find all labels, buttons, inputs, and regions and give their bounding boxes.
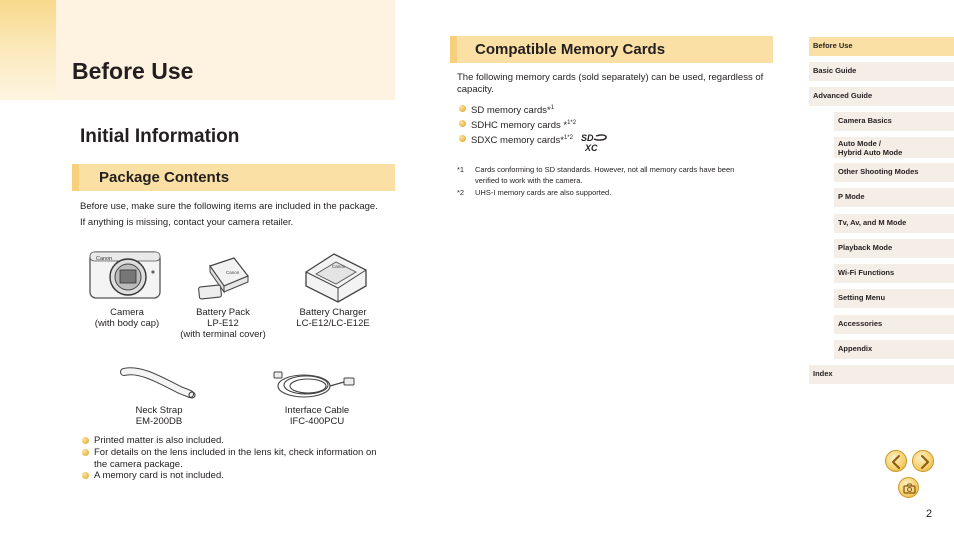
nav-playback-mode[interactable] xyxy=(834,239,954,258)
bullet-icon xyxy=(82,472,89,479)
memory-intro-line2: capacity. xyxy=(457,84,494,95)
memory-card-item xyxy=(471,118,576,132)
home-icon xyxy=(899,478,920,499)
camera-caption xyxy=(72,307,182,329)
home-button[interactable] xyxy=(898,477,919,498)
nav-setting-menu[interactable] xyxy=(834,289,954,308)
nav-item-label: Appendix xyxy=(838,344,873,353)
interface-cable-caption-name: Interface Cable xyxy=(284,405,350,416)
nav-index[interactable] xyxy=(809,365,954,384)
bullet-icon xyxy=(459,135,466,142)
memory-card-footnote-ref: 1 xyxy=(550,105,555,111)
package-contents-heading xyxy=(72,164,395,191)
footnote-text-line: verified to work with the camera. xyxy=(475,176,583,185)
package-intro-line1: Before use, make sure the following items are included in the package. xyxy=(80,201,378,212)
bullet-icon xyxy=(459,105,466,112)
nav-tv-av-m-mode[interactable] xyxy=(834,214,954,233)
nav-item-label: Tv, Av, and M Mode xyxy=(838,218,907,227)
nav-item-label: Before Use xyxy=(813,41,853,50)
memory-card-footnote-ref: 1*2 xyxy=(563,135,573,141)
nav-before-use[interactable] xyxy=(809,37,954,56)
package-note-text: the camera package. xyxy=(94,459,183,470)
sdxc-logo-icon xyxy=(580,133,610,153)
battery-charger-caption-name: Battery Charger xyxy=(299,307,367,318)
memory-card-label: SDHC memory cards * xyxy=(471,120,568,132)
package-contents-heading-text: Package Contents xyxy=(99,169,230,186)
nav-item-label: Wi-Fi Functions xyxy=(838,268,895,277)
memory-card-item xyxy=(471,103,554,117)
page-number: 2 xyxy=(926,508,933,520)
nav-camera-basics[interactable] xyxy=(834,112,954,131)
package-note xyxy=(94,435,224,447)
package-note xyxy=(94,470,224,482)
chevron-right-icon xyxy=(913,451,935,473)
corner-accent xyxy=(0,0,56,100)
camera-caption-detail: (with body cap) xyxy=(94,318,160,329)
section-title: Initial Information xyxy=(80,126,240,147)
battery-charger-caption xyxy=(278,307,388,329)
nav-auto-mode[interactable] xyxy=(834,137,954,158)
bullet-icon xyxy=(82,449,89,456)
sdxc-logo-bottom-text: XC xyxy=(585,143,598,153)
nav-advanced-guide[interactable] xyxy=(809,87,954,106)
footnote-1 xyxy=(457,164,775,186)
package-note-continuation xyxy=(94,459,183,471)
nav-item-label: Other Shooting Modes xyxy=(838,167,919,176)
title-band xyxy=(56,0,395,100)
camera-caption-name: Camera xyxy=(110,307,144,318)
battery-pack-caption xyxy=(170,307,276,340)
package-intro-line2: If anything is missing, contact your camera retailer. xyxy=(80,217,294,228)
nav-item-label: Setting Menu xyxy=(838,293,886,302)
memory-card-footnote-ref: 1*2 xyxy=(567,120,577,126)
bullet-icon xyxy=(82,437,89,444)
nav-appendix[interactable] xyxy=(834,340,954,359)
memory-card-item xyxy=(471,133,573,147)
memory-cards-heading xyxy=(450,36,773,63)
battery-pack-caption-model: LP-E12 xyxy=(207,318,239,329)
footnote-mark: *1 xyxy=(457,165,465,174)
package-note xyxy=(94,447,377,459)
footnote-text-line: UHS-I memory cards are also supported. xyxy=(475,188,612,197)
package-note-text: For details on the lens included in the lens kit, check information on xyxy=(94,447,377,458)
interface-cable-caption xyxy=(262,405,372,427)
nav-item-label: Playback Mode xyxy=(838,243,893,252)
nav-item-label: Advanced Guide xyxy=(813,91,873,100)
package-note-text: A memory card is not included. xyxy=(94,470,224,481)
footnote-text-line: Cards conforming to SD standards. However, not all memory cards have been xyxy=(475,165,735,174)
next-page-button[interactable] xyxy=(912,450,934,472)
nav-basic-guide[interactable] xyxy=(809,62,954,81)
footnote-2 xyxy=(457,187,775,198)
nav-p-mode[interactable] xyxy=(834,188,954,207)
battery-pack-image xyxy=(194,256,254,304)
memory-card-label: SD memory cards* xyxy=(471,105,551,117)
interface-cable-image xyxy=(272,366,358,402)
battery-charger-image xyxy=(298,250,372,306)
svg-text:Canon: Canon xyxy=(332,264,346,269)
bullet-icon xyxy=(459,120,466,127)
neck-strap-caption xyxy=(104,405,214,427)
nav-item-label: Auto Mode / xyxy=(838,139,881,148)
svg-text:Canon: Canon xyxy=(226,270,240,275)
nav-item-label: Accessories xyxy=(838,319,883,328)
nav-item-label-line2: Hybrid Auto Mode xyxy=(838,148,903,157)
sdxc-logo-top-text: SD xyxy=(581,133,594,143)
nav-item-label: Camera Basics xyxy=(838,116,892,125)
nav-wifi-functions[interactable] xyxy=(834,264,954,283)
interface-cable-caption-model: IFC-400PCU xyxy=(289,416,345,427)
nav-item-label: Basic Guide xyxy=(813,66,857,75)
footnote-mark: *2 xyxy=(457,188,465,197)
memory-intro-line1: The following memory cards (sold separately) can be used, regardless of xyxy=(457,72,764,83)
battery-pack-caption-name: Battery Pack xyxy=(196,307,250,318)
nav-other-shooting-modes[interactable] xyxy=(834,163,954,182)
memory-cards-heading-text: Compatible Memory Cards xyxy=(475,41,666,58)
battery-charger-caption-model: LC-E12/LC-E12E xyxy=(296,318,370,329)
page-title: Before Use xyxy=(72,58,194,84)
nav-item-label: P Mode xyxy=(838,192,865,201)
neck-strap-caption-model: EM-200DB xyxy=(135,416,183,427)
memory-card-label: SDXC memory cards* xyxy=(471,135,564,147)
neck-strap-image xyxy=(120,364,198,400)
svg-text:Canon: Canon xyxy=(96,256,113,262)
neck-strap-caption-name: Neck Strap xyxy=(135,405,183,416)
nav-item-label: Index xyxy=(813,369,833,378)
chevron-left-icon xyxy=(886,451,908,473)
prev-page-button[interactable] xyxy=(885,450,907,472)
battery-pack-caption-note: (with terminal cover) xyxy=(180,329,266,340)
nav-accessories[interactable] xyxy=(834,315,954,334)
camera-image xyxy=(86,248,164,303)
package-note-text: Printed matter is also included. xyxy=(94,435,224,446)
